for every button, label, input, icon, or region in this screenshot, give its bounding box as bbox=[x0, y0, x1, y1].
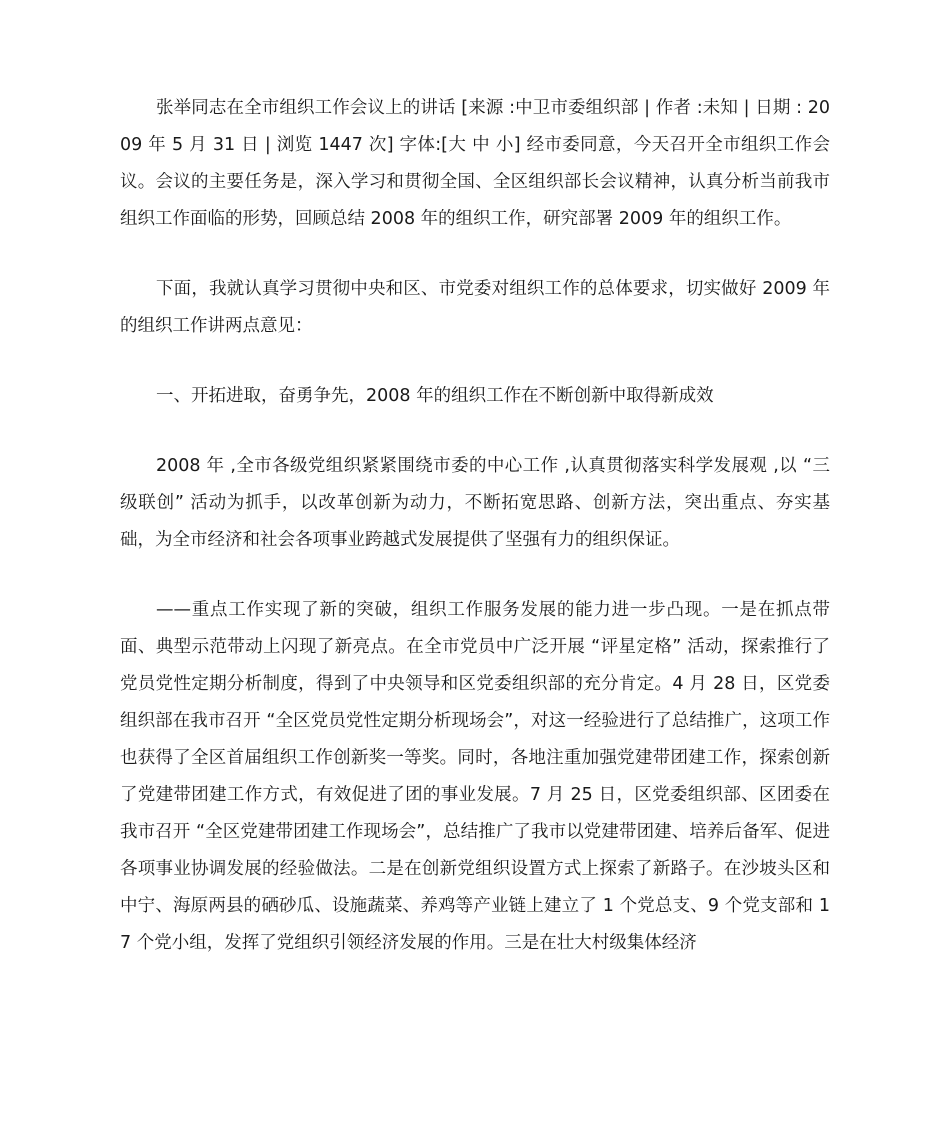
document-body bbox=[120, 90, 830, 995]
paragraph-key-work: ——重点工作实现了新的突破，组织工作服务发展的能力进一步凸现。一是在抓点带面、典型示范带动上闪现了新亮点。在全市党员中广泛开展 “评星定格” 活动，探索推行了党员党性定期分析制度，得到了中央领导和区党委组织部的充分肯定。4 月 28 日，区党委组织部在我市召开 “全区党员党性定期分析现场会”，对这一经验进行了总结推广，这项工作也获得了全区首届组织工作创新奖一等奖。同时，各地注重加强党建带团建工作，探索创新了党建带团建工作方式，有效促进了团的事业发展。7 月 25 日，区党委组织部、区团委在我市召开 “全区党建带团建工作现场会”，总结推广了我市以党建带团建、培养后备军、促进各项事业协调发展的经验做法。二是在创新党组织设置方式上探索了新路子。在沙坡头区和中宁、海原两县的硒砂瓜、设施蔬菜、养鸡等产业链上建立了 1 个党总支、9 个党支部和 17 个党小组，发挥了党组织引领经济发展的作用。三是在壮大村级集体经济 bbox=[120, 600, 830, 953]
paragraph-outline: 下面，我就认真学习贯彻中央和区、市党委对组织工作的总体要求，切实做好 2009 年的组织工作讲两点意见： bbox=[120, 279, 830, 336]
section-heading: 一、开拓进取，奋勇争先，2008 年的组织工作在不断创新中取得新成效 bbox=[156, 386, 714, 406]
paragraph-summary-2008: 2008 年 ,全市各级党组织紧紧围绕市委的中心工作 ,认真贯彻落实科学发展观 ,以 “三级联创” 活动为抓手，以改革创新为动力，不断拓宽思路、创新方法，突出重点、夯实基础，为全市经济和社会各项事业跨越式发展提供了坚强有力的组织保证。 bbox=[120, 456, 830, 550]
paragraph-intro: 张举同志在全市组织工作会议上的讲话 [来源 :中卫市委组织部 | 作者 :未知 | 日期 : 2009 年 5 月 31 日 | 浏览 1447 次] 字体:[大 中 小] 经市委同意，今天召开全市组织工作会议。会议的主要任务是，深入学习和贯彻全国、全区组织部长会议精神，认真分析当前我市组织工作面临的形势，回顾总结 2008 年的组织工作，研究部署 2009 年的组织工作。 bbox=[120, 98, 830, 229]
